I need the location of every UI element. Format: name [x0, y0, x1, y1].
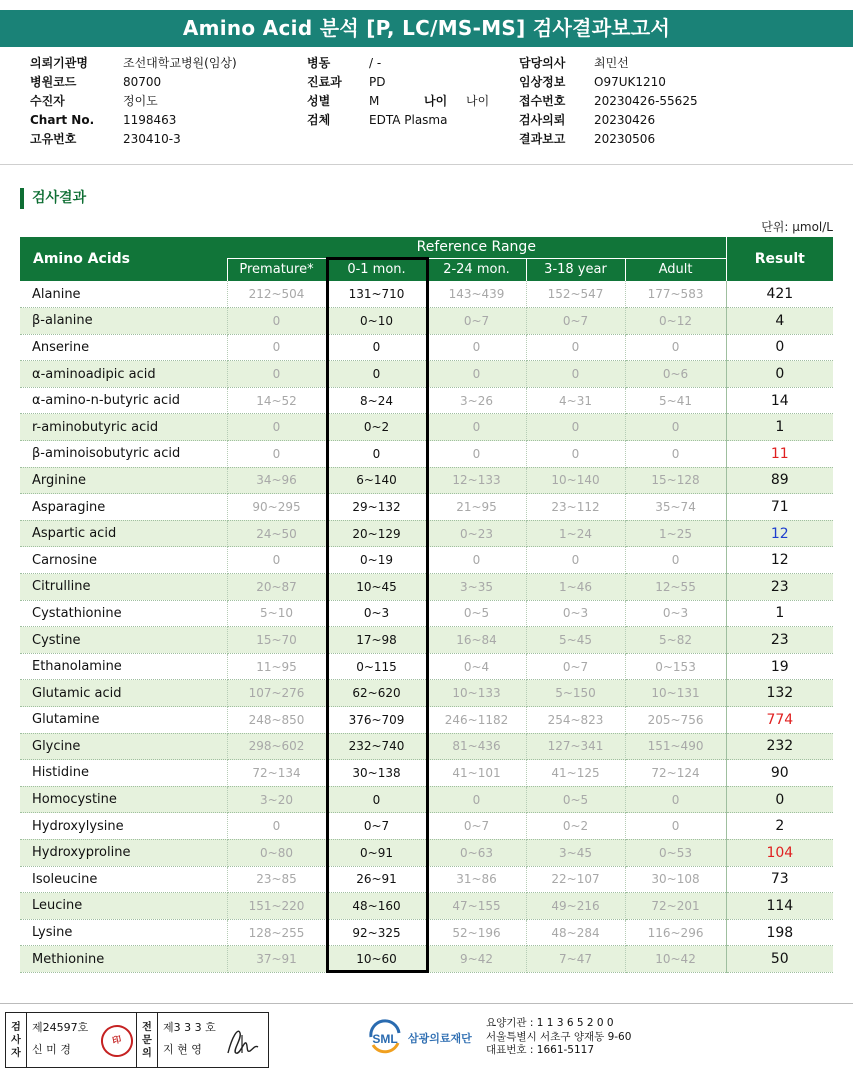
reference-range-cell: 0 [227, 547, 326, 574]
result-value: 132 [726, 680, 833, 707]
reference-range-cell: 6~140 [326, 467, 427, 494]
reference-range-cell: 34~96 [227, 467, 326, 494]
result-value: 0 [726, 361, 833, 388]
reference-range-cell: 248~850 [227, 707, 326, 734]
examiner-license: 제24597호 [32, 1021, 89, 1034]
examiner-cell [27, 1013, 137, 1067]
reference-range-cell: 128~255 [227, 919, 326, 946]
info-label: 성별 [307, 94, 331, 108]
age-label: 나이 [424, 94, 448, 108]
info-row [519, 130, 698, 149]
amino-acid-results-table [20, 237, 833, 973]
header-adult: Adult [625, 258, 726, 281]
header-2-24-mon: 2-24 mon. [427, 258, 526, 281]
info-value: O97UK1210 [594, 75, 666, 89]
reference-range-cell: 0 [625, 547, 726, 574]
result-value: 198 [726, 919, 833, 946]
reference-range-cell: 5~41 [625, 387, 726, 414]
lab-phone: 대표번호 : 1661-5117 [486, 1044, 595, 1056]
amino-acid-name: Citrulline [20, 574, 227, 601]
reference-range-cell: 0 [427, 786, 526, 813]
header-amino-acids: Amino Acids [20, 237, 227, 281]
result-value: 90 [726, 760, 833, 787]
reference-range-cell: 0 [526, 547, 625, 574]
table-row [20, 308, 833, 335]
reference-range-cell: 20~129 [326, 520, 427, 547]
reference-range-cell: 205~756 [625, 707, 726, 734]
result-value: 12 [726, 520, 833, 547]
info-value: 조선대학교병원(임상) [123, 56, 237, 70]
reference-range-cell: 9~42 [427, 946, 526, 973]
reference-range-cell: 12~55 [625, 574, 726, 601]
info-row [30, 130, 237, 149]
reference-range-cell: 0 [227, 334, 326, 361]
result-value: 1 [726, 414, 833, 441]
reference-range-cell: 3~26 [427, 387, 526, 414]
info-label: 병원코드 [30, 75, 77, 89]
table-row [20, 653, 833, 680]
info-value: 20230426-55625 [594, 94, 698, 108]
info-row [307, 73, 447, 92]
amino-acid-name: r-aminobutyric acid [20, 414, 227, 441]
result-value: 89 [726, 467, 833, 494]
reference-range-cell: 15~128 [625, 467, 726, 494]
amino-acid-name: Aspartic acid [20, 520, 227, 547]
reference-range-cell: 0~10 [326, 308, 427, 335]
reference-range-cell: 0 [227, 441, 326, 468]
reference-range-cell: 10~133 [427, 680, 526, 707]
reference-range-cell: 16~84 [427, 627, 526, 654]
amino-acid-name: Glutamine [20, 707, 227, 734]
table-row [20, 334, 833, 361]
amino-acid-name: Homocystine [20, 786, 227, 813]
reference-range-cell: 49~216 [526, 893, 625, 920]
reference-range-cell: 10~42 [625, 946, 726, 973]
reference-range-cell: 0 [227, 414, 326, 441]
reference-range-cell: 41~125 [526, 760, 625, 787]
amino-acid-name: α-amino-n-butyric acid [20, 387, 227, 414]
vertical-label-char: 자 [11, 1047, 21, 1059]
info-label: 의뢰기관명 [30, 56, 88, 70]
info-label: 담당의사 [519, 56, 566, 70]
reference-range-cell: 0~7 [427, 308, 526, 335]
table-row [20, 441, 833, 468]
reference-range-cell: 246~1182 [427, 707, 526, 734]
reference-range-cell: 8~24 [326, 387, 427, 414]
info-row [519, 73, 698, 92]
reference-range-cell: 72~201 [625, 893, 726, 920]
result-value: 19 [726, 653, 833, 680]
info-row [307, 111, 447, 130]
result-value: 104 [726, 839, 833, 866]
info-label: 임상정보 [519, 75, 566, 89]
info-value: EDTA Plasma [369, 113, 448, 127]
reference-range-cell: 72~124 [625, 760, 726, 787]
reference-range-cell: 0~153 [625, 653, 726, 680]
reference-range-cell: 0 [625, 441, 726, 468]
reference-range-cell: 0~115 [326, 653, 427, 680]
header-3-18-year: 3-18 year [526, 258, 625, 281]
header-result: Result [726, 237, 833, 281]
result-value: 2 [726, 813, 833, 840]
reference-range-cell: 107~276 [227, 680, 326, 707]
amino-acid-name: β-alanine [20, 308, 227, 335]
reference-range-cell: 0 [625, 786, 726, 813]
reference-range-cell: 48~284 [526, 919, 625, 946]
info-value: M [369, 94, 380, 108]
reference-range-cell: 30~108 [625, 866, 726, 893]
info-row [519, 54, 698, 73]
reference-range-cell: 0~5 [427, 600, 526, 627]
reference-range-cell: 23~112 [526, 494, 625, 521]
reference-range-cell: 127~341 [526, 733, 625, 760]
reference-range-cell: 35~74 [625, 494, 726, 521]
reference-range-cell: 48~160 [326, 893, 427, 920]
reference-range-cell: 0~12 [625, 308, 726, 335]
amino-acid-name: Anserine [20, 334, 227, 361]
reference-range-cell: 10~140 [526, 467, 625, 494]
reference-range-cell: 10~45 [326, 574, 427, 601]
result-value: 12 [726, 547, 833, 574]
reference-range-cell: 5~150 [526, 680, 625, 707]
reference-range-cell: 5~10 [227, 600, 326, 627]
reference-range-cell: 81~436 [427, 733, 526, 760]
footer-divider [0, 1003, 853, 1004]
info-label: 접수번호 [519, 94, 566, 108]
specialist-name: 지 현 영 [163, 1043, 202, 1056]
amino-acid-name: Lysine [20, 919, 227, 946]
table-row [20, 893, 833, 920]
reference-range-cell: 376~709 [326, 707, 427, 734]
reference-range-cell: 0 [526, 361, 625, 388]
info-row [30, 111, 237, 130]
table-row [20, 467, 833, 494]
result-value: 1 [726, 600, 833, 627]
amino-acid-name: Asparagine [20, 494, 227, 521]
amino-acid-name: Isoleucine [20, 866, 227, 893]
reference-range-cell: 4~31 [526, 387, 625, 414]
reference-range-cell: 62~620 [326, 680, 427, 707]
examiner-label [6, 1013, 27, 1067]
reference-range-cell: 0 [625, 334, 726, 361]
reference-range-cell: 11~95 [227, 653, 326, 680]
logo-abbr: SML [372, 1032, 398, 1046]
reference-range-cell: 0 [427, 361, 526, 388]
examiner-name: 신 미 경 [32, 1043, 71, 1056]
info-label: 검사의뢰 [519, 113, 566, 127]
result-value: 71 [726, 494, 833, 521]
reference-range-cell: 0~3 [625, 600, 726, 627]
signature-box [5, 1012, 269, 1068]
reference-range-cell: 0~7 [326, 813, 427, 840]
reference-range-cell: 0 [625, 414, 726, 441]
vertical-label-char: 검 [11, 1021, 21, 1033]
reference-range-cell: 90~295 [227, 494, 326, 521]
reference-range-cell: 47~155 [427, 893, 526, 920]
info-row [519, 92, 698, 111]
reference-range-cell: 7~47 [526, 946, 625, 973]
reference-range-cell: 1~46 [526, 574, 625, 601]
vertical-label-char: 사 [11, 1034, 21, 1046]
table-row [20, 919, 833, 946]
info-value: 80700 [123, 75, 162, 89]
reference-range-cell: 0~7 [526, 308, 625, 335]
lab-address: 서울특별시 서초구 양재동 9-60 [486, 1030, 632, 1043]
reference-range-cell: 0 [625, 813, 726, 840]
amino-acid-name: Hydroxylysine [20, 813, 227, 840]
table-row [20, 946, 833, 973]
header-reference-range: Reference Range [227, 237, 726, 258]
amino-acid-name: Arginine [20, 467, 227, 494]
reference-range-cell: 177~583 [625, 281, 726, 308]
age-value: 나이 [466, 94, 490, 108]
reference-range-cell: 0~19 [326, 547, 427, 574]
reference-range-cell: 0~23 [427, 520, 526, 547]
result-value: 232 [726, 733, 833, 760]
reference-range-cell: 151~490 [625, 733, 726, 760]
reference-range-cell: 22~107 [526, 866, 625, 893]
reference-range-cell: 0 [326, 361, 427, 388]
specialist-license: 제3 3 3 호 [163, 1021, 216, 1034]
amino-acid-name: Carnosine [20, 547, 227, 574]
info-label: 병동 [307, 56, 331, 70]
info-label: 결과보고 [519, 132, 566, 146]
table-row [20, 520, 833, 547]
examiner-seal-icon: 印 [98, 1022, 136, 1060]
reference-range-cell: 0~53 [625, 839, 726, 866]
table-row [20, 680, 833, 707]
table-row [20, 387, 833, 414]
amino-acid-name: α-aminoadipic acid [20, 361, 227, 388]
info-value: 20230506 [594, 132, 656, 146]
result-value: 14 [726, 387, 833, 414]
info-row [307, 54, 447, 73]
reference-range-cell: 92~325 [326, 919, 427, 946]
table-row [20, 547, 833, 574]
reference-range-cell: 0~6 [625, 361, 726, 388]
reference-range-cell: 116~296 [625, 919, 726, 946]
reference-range-cell: 0 [227, 813, 326, 840]
lab-institution-code: 요양기관 : 1 1 3 6 5 2 0 0 [486, 1017, 614, 1029]
result-value: 114 [726, 893, 833, 920]
info-row [30, 73, 237, 92]
reference-range-cell: 1~24 [526, 520, 625, 547]
result-value: 23 [726, 627, 833, 654]
patient-info-col3 [519, 54, 698, 149]
results-table-body [20, 281, 833, 972]
reference-range-cell: 14~52 [227, 387, 326, 414]
signature-icon [222, 1023, 262, 1059]
table-row [20, 414, 833, 441]
amino-acid-name: Cystathionine [20, 600, 227, 627]
table-row [20, 839, 833, 866]
reference-range-cell: 5~45 [526, 627, 625, 654]
reference-range-cell: 3~35 [427, 574, 526, 601]
reference-range-cell: 0 [227, 308, 326, 335]
patient-info-col1 [30, 54, 237, 149]
reference-range-cell: 0~63 [427, 839, 526, 866]
reference-range-cell: 0 [427, 334, 526, 361]
info-label: Chart No. [30, 113, 95, 127]
info-label: 고유번호 [30, 132, 77, 146]
info-row [519, 111, 698, 130]
header-premature: Premature* [227, 258, 326, 281]
reference-range-cell: 0~3 [326, 600, 427, 627]
reference-range-cell: 0~4 [427, 653, 526, 680]
reference-range-cell: 10~131 [625, 680, 726, 707]
sml-logo-icon [365, 1019, 405, 1057]
amino-acid-name: Glutamic acid [20, 680, 227, 707]
reference-range-cell: 212~504 [227, 281, 326, 308]
vertical-label-char: 의 [142, 1047, 152, 1059]
info-label: 검체 [307, 113, 331, 127]
reference-range-cell: 0~7 [526, 653, 625, 680]
reference-range-cell: 23~85 [227, 866, 326, 893]
amino-acid-name: Ethanolamine [20, 653, 227, 680]
vertical-label-char: 문 [142, 1034, 152, 1046]
reference-range-cell: 15~70 [227, 627, 326, 654]
table-row [20, 600, 833, 627]
table-row [20, 786, 833, 813]
specialist-cell [158, 1013, 266, 1067]
info-row [30, 54, 237, 73]
table-row [20, 361, 833, 388]
table-row [20, 866, 833, 893]
reference-range-cell: 232~740 [326, 733, 427, 760]
lab-info [486, 1017, 631, 1058]
info-label: 진료과 [307, 75, 342, 89]
reference-range-cell: 0~2 [326, 414, 427, 441]
reference-range-cell: 29~132 [326, 494, 427, 521]
info-value: / - [369, 56, 382, 70]
reference-range-cell: 24~50 [227, 520, 326, 547]
reference-range-cell: 37~91 [227, 946, 326, 973]
reference-range-cell: 0 [427, 547, 526, 574]
reference-range-cell: 0~3 [526, 600, 625, 627]
reference-range-cell: 26~91 [326, 866, 427, 893]
reference-range-cell: 0 [326, 786, 427, 813]
reference-range-cell: 0 [227, 361, 326, 388]
result-value: 0 [726, 786, 833, 813]
info-value: PD [369, 75, 386, 89]
reference-range-cell: 31~86 [427, 866, 526, 893]
table-row [20, 707, 833, 734]
table-row [20, 494, 833, 521]
result-value: 11 [726, 441, 833, 468]
reference-range-cell: 0 [326, 441, 427, 468]
reference-range-cell: 0~7 [427, 813, 526, 840]
reference-range-cell: 20~87 [227, 574, 326, 601]
info-value: 20230426 [594, 113, 656, 127]
amino-acid-name: Glycine [20, 733, 227, 760]
header-divider [0, 164, 853, 165]
amino-acid-name: Cystine [20, 627, 227, 654]
reference-range-cell: 0 [526, 334, 625, 361]
reference-range-cell: 52~196 [427, 919, 526, 946]
reference-range-cell: 152~547 [526, 281, 625, 308]
sml-logo [365, 1017, 485, 1059]
reference-range-cell: 0~2 [526, 813, 625, 840]
amino-acid-name: Alanine [20, 281, 227, 308]
result-value: 421 [726, 281, 833, 308]
info-value: 1198463 [123, 113, 177, 127]
vertical-label-char: 전 [142, 1021, 152, 1033]
reference-range-cell: 3~45 [526, 839, 625, 866]
reference-range-cell: 17~98 [326, 627, 427, 654]
amino-acid-name: Hydroxyproline [20, 839, 227, 866]
reference-range-cell: 10~60 [326, 946, 427, 973]
result-value: 73 [726, 866, 833, 893]
result-value: 4 [726, 308, 833, 335]
unit-label: 단위: μmol/L [761, 220, 833, 234]
info-value: 230410-3 [123, 132, 181, 146]
reference-range-cell: 0 [526, 414, 625, 441]
amino-acid-name: β-aminoisobutyric acid [20, 441, 227, 468]
table-row [20, 760, 833, 787]
info-value: 최민선 [594, 56, 629, 70]
reference-range-cell: 5~82 [625, 627, 726, 654]
amino-acid-name: Methionine [20, 946, 227, 973]
reference-range-cell: 0 [526, 441, 625, 468]
reference-range-cell: 0~91 [326, 839, 427, 866]
reference-range-cell: 3~20 [227, 786, 326, 813]
reference-range-cell: 151~220 [227, 893, 326, 920]
header-0-1-mon: 0-1 mon. [326, 258, 427, 281]
reference-range-cell: 143~439 [427, 281, 526, 308]
table-row [20, 627, 833, 654]
table-row [20, 574, 833, 601]
info-value: 정이도 [123, 94, 158, 108]
reference-range-cell: 1~25 [625, 520, 726, 547]
table-row [20, 813, 833, 840]
reference-range-cell: 72~134 [227, 760, 326, 787]
result-value: 23 [726, 574, 833, 601]
reference-range-cell: 298~602 [227, 733, 326, 760]
reference-range-cell: 0 [427, 414, 526, 441]
amino-acid-name: Leucine [20, 893, 227, 920]
reference-range-cell: 254~823 [526, 707, 625, 734]
result-value: 50 [726, 946, 833, 973]
amino-acid-name: Histidine [20, 760, 227, 787]
reference-range-cell: 0 [326, 334, 427, 361]
reference-range-cell: 0~80 [227, 839, 326, 866]
reference-range-cell: 0~5 [526, 786, 625, 813]
reference-range-cell: 12~133 [427, 467, 526, 494]
logo-name: 삼광의료재단 [408, 1032, 472, 1045]
table-row [20, 281, 833, 308]
specialist-label [137, 1013, 158, 1067]
info-label: 수진자 [30, 94, 65, 108]
reference-range-cell: 41~101 [427, 760, 526, 787]
result-value: 0 [726, 334, 833, 361]
report-title: Amino Acid 분석 [P, LC/MS-MS] 검사결과보고서 [0, 10, 853, 47]
reference-range-cell: 30~138 [326, 760, 427, 787]
reference-range-cell: 21~95 [427, 494, 526, 521]
result-value: 774 [726, 707, 833, 734]
reference-range-cell: 0 [427, 441, 526, 468]
reference-range-cell: 131~710 [326, 281, 427, 308]
info-row [30, 92, 237, 111]
table-row [20, 733, 833, 760]
section-title: 검사결과 [20, 188, 86, 209]
